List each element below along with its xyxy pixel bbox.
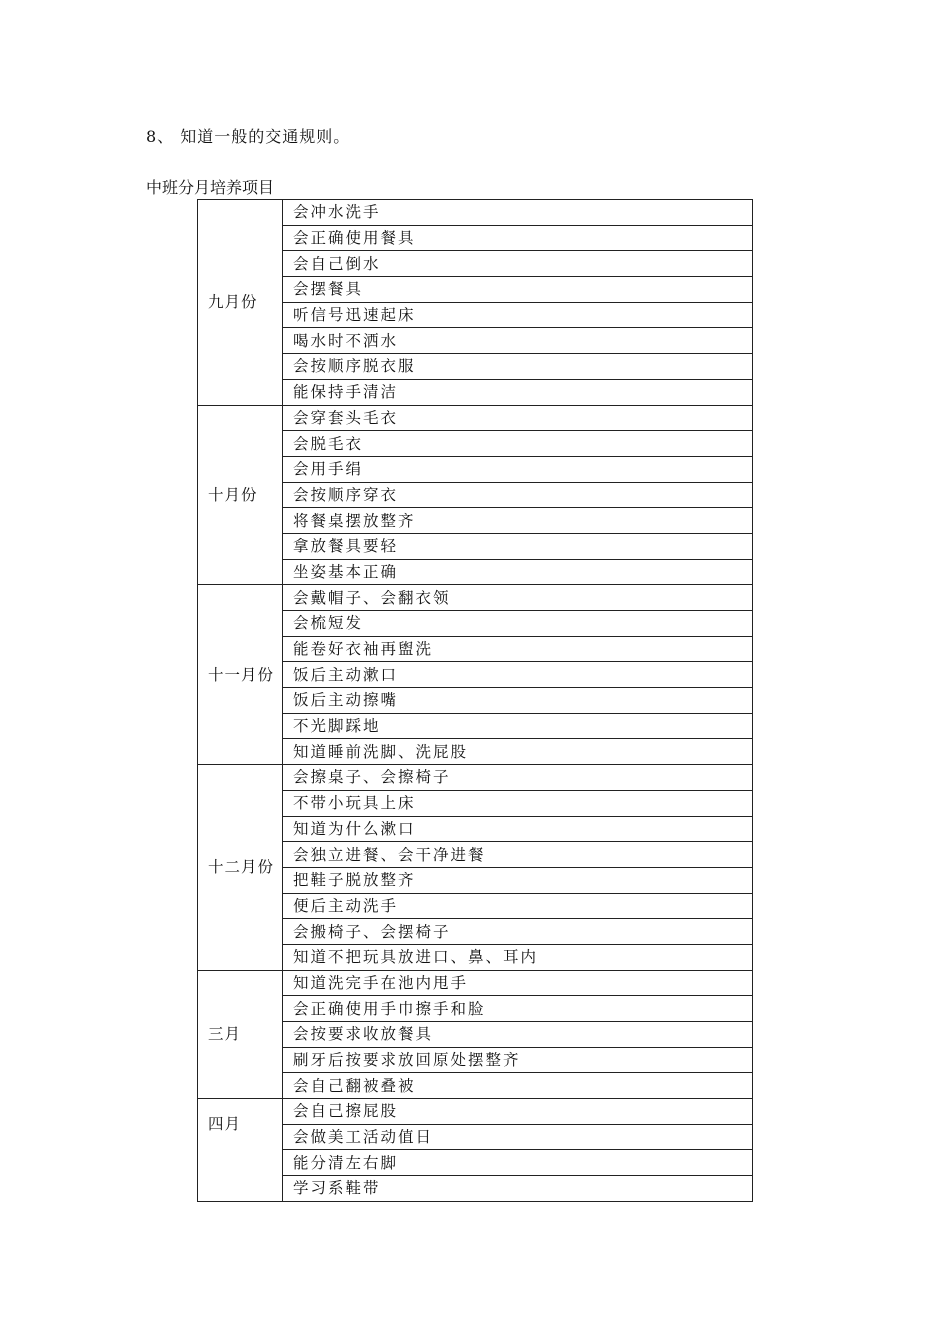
item-cell: 知道为什么漱口 <box>283 816 753 842</box>
month-cell: 三月 <box>198 970 283 1098</box>
item-cell: 会搬椅子、会摆椅子 <box>283 919 753 945</box>
item-cell: 刷牙后按要求放回原处摆整齐 <box>283 1047 753 1073</box>
item-cell: 会戴帽子、会翻衣领 <box>283 585 753 611</box>
item-cell: 把鞋子脱放整齐 <box>283 867 753 893</box>
item-cell: 会独立进餐、会干净进餐 <box>283 842 753 868</box>
item-cell: 将餐桌摆放整齐 <box>283 508 753 534</box>
item-cell: 知道睡前洗脚、洗屁股 <box>283 739 753 765</box>
item-cell: 不光脚踩地 <box>283 713 753 739</box>
item-cell: 能分清左右脚 <box>283 1150 753 1176</box>
item-cell: 会用手绢 <box>283 456 753 482</box>
table-row <box>198 765 753 791</box>
item-cell: 会梳短发 <box>283 611 753 637</box>
item-cell: 知道洗完手在池内甩手 <box>283 970 753 996</box>
monthly-training-table <box>197 199 753 1202</box>
month-cell: 四月 <box>198 1099 283 1202</box>
item-cell: 饭后主动漱口 <box>283 662 753 688</box>
month-cell: 十一月份 <box>198 585 283 765</box>
table-row <box>198 970 753 996</box>
item-cell: 能卷好衣袖再盥洗 <box>283 636 753 662</box>
item-cell: 坐姿基本正确 <box>283 559 753 585</box>
item-cell: 喝水时不洒水 <box>283 328 753 354</box>
item-cell: 会脱毛衣 <box>283 431 753 457</box>
month-cell: 十月份 <box>198 405 283 585</box>
item-cell: 会正确使用餐具 <box>283 225 753 251</box>
item-cell: 学习系鞋带 <box>283 1176 753 1202</box>
table-row <box>198 585 753 611</box>
item-cell: 会按要求收放餐具 <box>283 1022 753 1048</box>
item-cell: 听信号迅速起床 <box>283 302 753 328</box>
table-caption: 中班分月培养项目 <box>146 178 275 197</box>
rule-line: 8、 知道一般的交通规则。 <box>146 127 351 146</box>
item-cell: 会冲水洗手 <box>283 200 753 226</box>
item-cell: 会正确使用手巾擦手和脸 <box>283 996 753 1022</box>
item-cell: 便后主动洗手 <box>283 893 753 919</box>
item-cell: 拿放餐具要轻 <box>283 533 753 559</box>
item-cell: 会做美工活动值日 <box>283 1124 753 1150</box>
item-cell: 会自己倒水 <box>283 251 753 277</box>
item-cell: 会擦桌子、会擦椅子 <box>283 765 753 791</box>
item-cell: 会按顺序脱衣服 <box>283 354 753 380</box>
item-cell: 知道不把玩具放进口、鼻、耳内 <box>283 944 753 970</box>
month-cell: 九月份 <box>198 200 283 406</box>
item-cell: 会按顺序穿衣 <box>283 482 753 508</box>
month-cell: 十二月份 <box>198 765 283 971</box>
table-row <box>198 200 753 226</box>
table-row <box>198 405 753 431</box>
item-cell: 会自己擦屁股 <box>283 1099 753 1125</box>
table-row <box>198 1099 753 1125</box>
item-cell: 会自己翻被叠被 <box>283 1073 753 1099</box>
item-cell: 饭后主动擦嘴 <box>283 688 753 714</box>
item-cell: 会穿套头毛衣 <box>283 405 753 431</box>
item-cell: 能保持手清洁 <box>283 379 753 405</box>
item-cell: 会摆餐具 <box>283 277 753 303</box>
item-cell: 不带小玩具上床 <box>283 790 753 816</box>
